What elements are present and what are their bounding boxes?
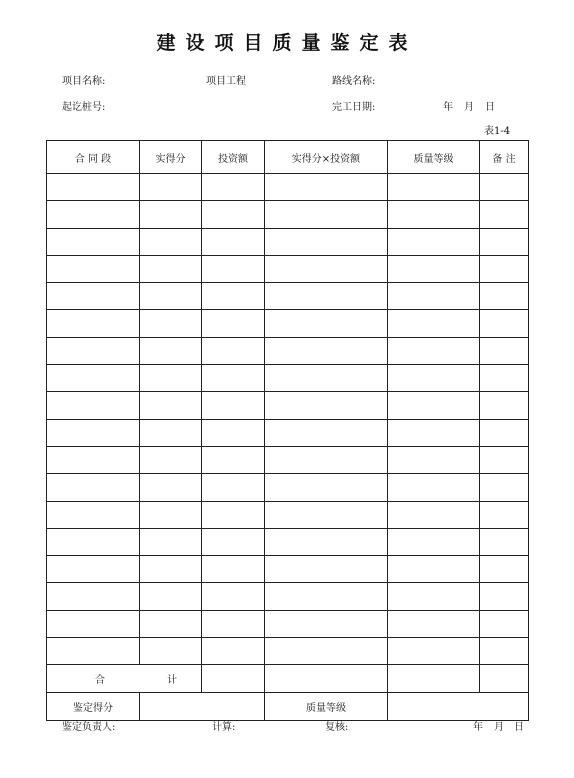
investment-cell[interactable] (202, 583, 265, 610)
score-times-investment-cell[interactable] (265, 392, 388, 419)
investment-cell[interactable] (202, 528, 265, 555)
quality-grade-cell[interactable] (388, 446, 480, 473)
contract-section-cell[interactable] (47, 283, 140, 310)
table-row (47, 283, 529, 310)
table-row (47, 446, 529, 473)
contract-section-cell[interactable] (47, 610, 140, 637)
remarks-cell[interactable] (480, 638, 529, 665)
contract-section-cell[interactable] (47, 583, 140, 610)
table-row (47, 337, 529, 364)
investment-cell[interactable] (202, 201, 265, 228)
score-times-investment-cell[interactable] (265, 337, 388, 364)
column-header-quality-grade: 质量等级 (388, 141, 480, 174)
table-row (47, 310, 529, 337)
remarks-cell[interactable] (480, 255, 529, 282)
table-header-row (47, 141, 529, 174)
actual-score-cell[interactable] (140, 365, 202, 392)
remarks-cell[interactable] (480, 201, 529, 228)
completion-day: 日 (485, 102, 495, 113)
completion-month: 月 (464, 102, 474, 113)
investment-cell[interactable] (202, 638, 265, 665)
investment-cell[interactable] (202, 255, 265, 282)
investment-cell[interactable] (202, 337, 265, 364)
actual-score-cell[interactable] (140, 392, 202, 419)
table-row (47, 228, 529, 255)
contract-section-cell[interactable] (47, 310, 140, 337)
remarks-cell[interactable] (480, 583, 529, 610)
completion-date-label: 完工日期: (332, 102, 376, 113)
table-row (47, 610, 529, 637)
actual-score-cell[interactable] (140, 556, 202, 583)
contract-section-cell[interactable] (47, 392, 140, 419)
score-times-investment-cell[interactable] (265, 638, 388, 665)
investment-cell[interactable] (202, 610, 265, 637)
score-times-investment-cell[interactable] (265, 201, 388, 228)
table-row (47, 419, 529, 446)
quality-grade-cell[interactable] (388, 392, 480, 419)
project-name-label: 项目名称: (62, 76, 106, 87)
route-name-label: 路线名称: (332, 76, 376, 87)
contract-section-cell[interactable] (47, 174, 140, 201)
score-times-investment-cell[interactable] (265, 501, 388, 528)
table-row (47, 556, 529, 583)
score-times-investment-cell[interactable] (265, 419, 388, 446)
score-times-investment-cell[interactable] (265, 446, 388, 473)
contract-section-cell[interactable] (47, 556, 140, 583)
score-times-investment-cell[interactable] (265, 528, 388, 555)
investment-cell[interactable] (202, 174, 265, 201)
contract-section-cell[interactable] (47, 474, 140, 501)
column-header-remarks: 备 注 (480, 141, 529, 174)
quality-grade-cell[interactable] (388, 474, 480, 501)
appraisal-quality-grade-label: 质量等级 (265, 693, 388, 721)
quality-grade-cell[interactable] (388, 174, 480, 201)
actual-score-cell[interactable] (140, 638, 202, 665)
quality-grade-cell[interactable] (388, 337, 480, 364)
actual-score-cell[interactable] (140, 310, 202, 337)
remarks-cell[interactable] (480, 474, 529, 501)
table-row (47, 583, 529, 610)
total-row (47, 665, 529, 693)
score-times-investment-cell[interactable] (265, 255, 388, 282)
remarks-cell[interactable] (480, 310, 529, 337)
remarks-cell[interactable] (480, 501, 529, 528)
quality-grade-cell[interactable] (388, 501, 480, 528)
contract-section-cell[interactable] (47, 419, 140, 446)
table-row (47, 638, 529, 665)
investment-cell[interactable] (202, 392, 265, 419)
footer-month: 月 (494, 722, 504, 733)
contract-section-cell[interactable] (47, 228, 140, 255)
column-header-contract-section: 合 同 段 (47, 141, 140, 174)
appraisal-row (47, 693, 529, 721)
quality-grade-cell[interactable] (388, 610, 480, 637)
column-header-score-times-investment: 实得分×投资额 (265, 141, 388, 174)
investment-cell[interactable] (202, 446, 265, 473)
remarks-cell[interactable] (480, 392, 529, 419)
total-remarks-cell[interactable] (480, 665, 529, 693)
contract-section-cell[interactable] (47, 446, 140, 473)
calculation-label: 计算: (212, 722, 236, 733)
contract-section-cell[interactable] (47, 365, 140, 392)
contract-section-cell[interactable] (47, 337, 140, 364)
footer-day: 日 (514, 722, 524, 733)
contract-section-cell[interactable] (47, 255, 140, 282)
total-label-cell (47, 665, 202, 693)
table-row (47, 201, 529, 228)
actual-score-cell[interactable] (140, 610, 202, 637)
table-row (47, 255, 529, 282)
investment-cell[interactable] (202, 474, 265, 501)
remarks-cell[interactable] (480, 337, 529, 364)
contract-section-cell[interactable] (47, 638, 140, 665)
actual-score-cell[interactable] (140, 474, 202, 501)
appraisal-score-value[interactable] (140, 693, 265, 721)
score-times-investment-cell[interactable] (265, 610, 388, 637)
quality-grade-cell[interactable] (388, 310, 480, 337)
investment-cell[interactable] (202, 556, 265, 583)
investment-cell[interactable] (202, 310, 265, 337)
review-label: 复核: (325, 722, 349, 733)
investment-cell[interactable] (202, 283, 265, 310)
column-header-actual-score: 实得分 (140, 141, 202, 174)
actual-score-cell[interactable] (140, 501, 202, 528)
investment-cell[interactable] (202, 365, 265, 392)
actual-score-cell[interactable] (140, 255, 202, 282)
quality-grade-cell[interactable] (388, 201, 480, 228)
actual-score-cell[interactable] (140, 446, 202, 473)
table-row (47, 174, 529, 201)
contract-section-cell[interactable] (47, 528, 140, 555)
quality-grade-cell[interactable] (388, 228, 480, 255)
quality-grade-cell[interactable] (388, 255, 480, 282)
quality-grade-cell[interactable] (388, 638, 480, 665)
footer-year: 年 (473, 722, 483, 733)
quality-grade-cell[interactable] (388, 283, 480, 310)
table-row (47, 528, 529, 555)
score-times-investment-cell[interactable] (265, 583, 388, 610)
score-times-investment-cell[interactable] (265, 556, 388, 583)
quality-grade-cell[interactable] (388, 528, 480, 555)
quality-grade-cell[interactable] (388, 419, 480, 446)
remarks-cell[interactable] (480, 528, 529, 555)
total-label-left: 合 (95, 675, 105, 687)
table-row (47, 474, 529, 501)
quality-grade-cell[interactable] (388, 556, 480, 583)
actual-score-cell[interactable] (140, 528, 202, 555)
score-times-investment-cell[interactable] (265, 174, 388, 201)
remarks-cell[interactable] (480, 228, 529, 255)
score-times-investment-cell[interactable] (265, 283, 388, 310)
actual-score-cell[interactable] (140, 174, 202, 201)
remarks-cell[interactable] (480, 174, 529, 201)
score-times-investment-cell[interactable] (265, 474, 388, 501)
appraisal-quality-grade-value[interactable] (388, 693, 529, 721)
actual-score-cell[interactable] (140, 583, 202, 610)
total-label-right: 计 (167, 675, 177, 687)
remarks-cell[interactable] (480, 556, 529, 583)
total-score-investment-cell[interactable] (265, 665, 388, 693)
actual-score-cell[interactable] (140, 283, 202, 310)
total-investment-cell[interactable] (202, 665, 265, 693)
score-times-investment-cell[interactable] (265, 365, 388, 392)
score-times-investment-cell[interactable] (265, 310, 388, 337)
investment-cell[interactable] (202, 501, 265, 528)
total-quality-grade-cell[interactable] (388, 665, 480, 693)
actual-score-cell[interactable] (140, 337, 202, 364)
investment-cell[interactable] (202, 228, 265, 255)
appraisal-score-label: 鉴定得分 (47, 693, 140, 721)
remarks-cell[interactable] (480, 419, 529, 446)
completion-year: 年 (443, 102, 453, 113)
remarks-cell[interactable] (480, 446, 529, 473)
project-name-value: 项目工程 (206, 76, 246, 87)
remarks-cell[interactable] (480, 365, 529, 392)
actual-score-cell[interactable] (140, 201, 202, 228)
start-end-station-label: 起讫桩号: (62, 102, 106, 113)
quality-grade-cell[interactable] (388, 365, 480, 392)
appraiser-label: 鉴定负责人: (62, 722, 116, 733)
investment-cell[interactable] (202, 419, 265, 446)
remarks-cell[interactable] (480, 610, 529, 637)
actual-score-cell[interactable] (140, 419, 202, 446)
remarks-cell[interactable] (480, 283, 529, 310)
quality-appraisal-table (46, 140, 529, 721)
contract-section-cell[interactable] (47, 501, 140, 528)
column-header-investment: 投资额 (202, 141, 265, 174)
table-row (47, 365, 529, 392)
score-times-investment-cell[interactable] (265, 228, 388, 255)
actual-score-cell[interactable] (140, 228, 202, 255)
table-row (47, 501, 529, 528)
table-row (47, 392, 529, 419)
form-code: 表1-4 (484, 126, 511, 137)
page-title: 建设项目质量鉴定表 (156, 32, 418, 54)
contract-section-cell[interactable] (47, 201, 140, 228)
quality-grade-cell[interactable] (388, 583, 480, 610)
